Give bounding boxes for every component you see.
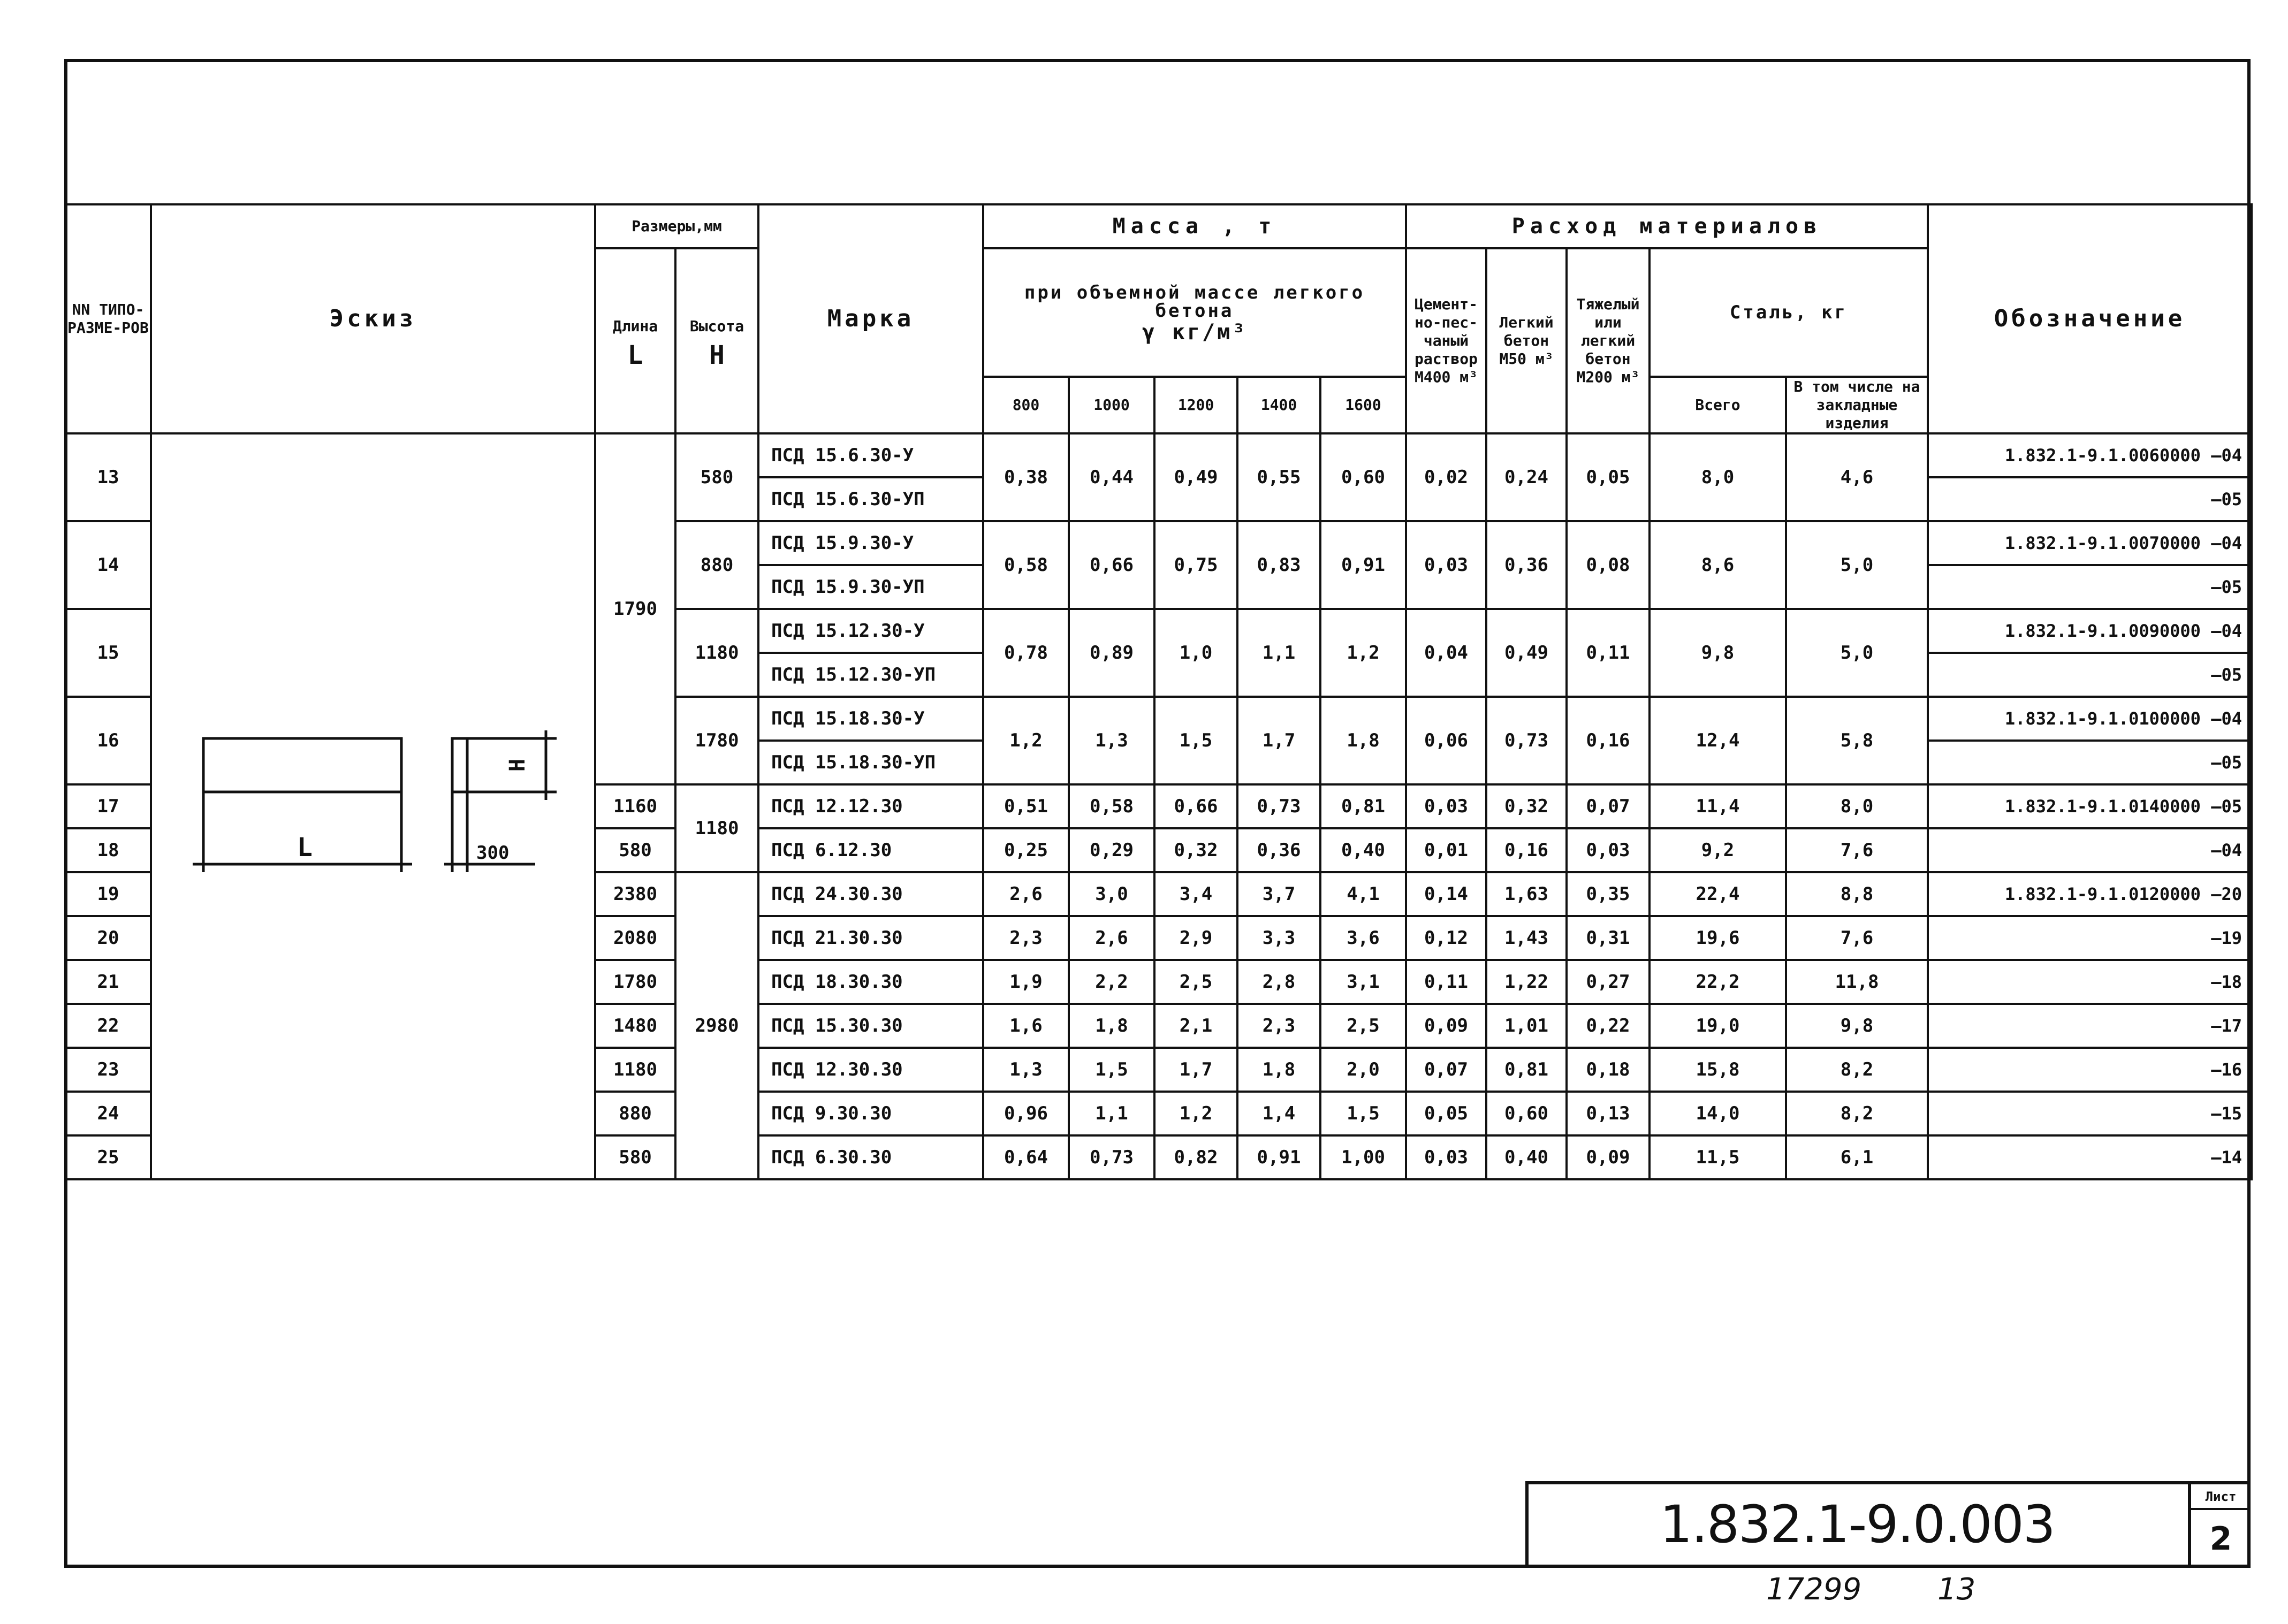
header-length: [595, 248, 675, 433]
header-height: [675, 248, 758, 433]
row-heavy-concrete: 0,22: [1567, 1004, 1650, 1048]
row-mass-800: 1,2: [983, 697, 1069, 784]
row-mass-800: 2,3: [983, 916, 1069, 960]
row-mass-800: 0,38: [983, 433, 1069, 521]
row-cement: 0,11: [1406, 960, 1486, 1004]
header-cement: Цемент-но-пес-чаный раствор М400 м³: [1406, 248, 1486, 433]
row-mass-800: 1,6: [983, 1004, 1069, 1048]
row-length: 580: [595, 828, 675, 872]
header-steel-total: Всего: [1650, 377, 1786, 433]
row-heavy-concrete: 0,27: [1567, 960, 1650, 1004]
row-mass-800: 2,6: [983, 872, 1069, 916]
row-length: 1790: [595, 433, 675, 784]
row-mass-1000: 2,6: [1069, 916, 1154, 960]
panel-front-view: [203, 738, 401, 792]
row-steel-total: 8,6: [1650, 521, 1786, 609]
row-mark: ПСД 15.30.30: [758, 1004, 983, 1048]
header-height-symbol: H: [709, 340, 725, 370]
row-designation: —05: [1928, 565, 2252, 609]
row-height: 880: [675, 521, 758, 609]
row-mass-1400: 0,91: [1237, 1135, 1320, 1179]
specification-table: [64, 203, 2253, 1180]
header-mass-sub-text: при объемной массе легкого бетона: [1024, 282, 1365, 322]
row-cement: 0,03: [1406, 784, 1486, 828]
row-nn: 19: [65, 872, 151, 916]
row-heavy-concrete: 0,09: [1567, 1135, 1650, 1179]
row-mass-1600: 1,5: [1320, 1092, 1406, 1135]
row-mass-1200: 3,4: [1154, 872, 1237, 916]
row-mass-1600: 1,8: [1320, 697, 1406, 784]
header-height-label: Высота: [689, 317, 744, 335]
row-steel-total: 15,8: [1650, 1048, 1786, 1092]
row-mass-1600: 0,81: [1320, 784, 1406, 828]
row-mass-1200: 0,32: [1154, 828, 1237, 872]
row-designation: 1.832.1-9.1.0070000 —04: [1928, 521, 2252, 565]
row-light-concrete: 0,60: [1486, 1092, 1567, 1135]
row-mass-800: 0,58: [983, 521, 1069, 609]
document-code: 1.832.1-9.0.003: [1660, 1495, 2055, 1554]
row-mass-1400: 0,36: [1237, 828, 1320, 872]
row-steel-total: 9,2: [1650, 828, 1786, 872]
row-mass-1200: 1,2: [1154, 1092, 1237, 1135]
row-height: 580: [675, 433, 758, 521]
row-light-concrete: 0,81: [1486, 1048, 1567, 1092]
row-mass-1000: 0,66: [1069, 521, 1154, 609]
row-steel-embedded: 7,6: [1786, 828, 1928, 872]
row-heavy-concrete: 0,31: [1567, 916, 1650, 960]
row-mass-1200: 0,82: [1154, 1135, 1237, 1179]
row-steel-total: 19,6: [1650, 916, 1786, 960]
row-mark: ПСД 15.12.30-УП: [758, 653, 983, 697]
row-nn: 22: [65, 1004, 151, 1048]
sketch-label-length: L: [297, 833, 313, 863]
header-mass: Масса , т: [983, 204, 1406, 248]
row-steel-total: 11,5: [1650, 1135, 1786, 1179]
row-designation: 1.832.1-9.1.0140000 —05: [1928, 784, 2252, 828]
row-designation: —05: [1928, 741, 2252, 784]
header-light-concrete: Легкий бетон М50 м³: [1486, 248, 1567, 433]
row-mass-1600: 1,2: [1320, 609, 1406, 697]
row-mass-1000: 0,89: [1069, 609, 1154, 697]
row-mass-1400: 0,73: [1237, 784, 1320, 828]
row-mass-1600: 4,1: [1320, 872, 1406, 916]
row-mark: ПСД 15.6.30-У: [758, 433, 983, 477]
row-heavy-concrete: 0,05: [1567, 433, 1650, 521]
row-mass-1400: 0,83: [1237, 521, 1320, 609]
row-mass-1000: 1,1: [1069, 1092, 1154, 1135]
row-nn: 23: [65, 1048, 151, 1092]
row-mark: ПСД 9.30.30: [758, 1092, 983, 1135]
row-light-concrete: 0,24: [1486, 433, 1567, 521]
row-length: 580: [595, 1135, 675, 1179]
row-steel-embedded: 5,0: [1786, 521, 1928, 609]
row-cement: 0,14: [1406, 872, 1486, 916]
row-steel-total: 12,4: [1650, 697, 1786, 784]
header-density-1: 800: [983, 377, 1069, 433]
row-steel-total: 22,4: [1650, 872, 1786, 916]
row-mass-1000: 0,29: [1069, 828, 1154, 872]
row-steel-total: 11,4: [1650, 784, 1786, 828]
row-mark: ПСД 12.30.30: [758, 1048, 983, 1092]
header-density-5: 1600: [1320, 377, 1406, 433]
row-heavy-concrete: 0,35: [1567, 872, 1650, 916]
header-density-4: 1400: [1237, 377, 1320, 433]
row-steel-embedded: 6,1: [1786, 1135, 1928, 1179]
sheet-number: 2: [2209, 1520, 2232, 1558]
row-mass-1400: 1,1: [1237, 609, 1320, 697]
row-steel-total: 8,0: [1650, 433, 1786, 521]
row-mass-1400: 1,7: [1237, 697, 1320, 784]
row-steel-embedded: 4,6: [1786, 433, 1928, 521]
row-mass-1200: 2,1: [1154, 1004, 1237, 1048]
row-light-concrete: 1,22: [1486, 960, 1567, 1004]
row-mark: ПСД 6.30.30: [758, 1135, 983, 1179]
row-mass-800: 0,96: [983, 1092, 1069, 1135]
row-light-concrete: 1,43: [1486, 916, 1567, 960]
row-mass-1400: 2,3: [1237, 1004, 1320, 1048]
row-mass-1000: 0,44: [1069, 433, 1154, 521]
row-mass-1000: 0,58: [1069, 784, 1154, 828]
row-mass-1000: 0,73: [1069, 1135, 1154, 1179]
row-mark: ПСД 15.6.30-УП: [758, 477, 983, 521]
header-mass-sub: [983, 248, 1406, 377]
row-mass-800: 1,9: [983, 960, 1069, 1004]
row-designation: 1.832.1-9.1.0090000 —04: [1928, 609, 2252, 653]
row-designation: —18: [1928, 960, 2252, 1004]
row-designation: —04: [1928, 828, 2252, 872]
row-cement: 0,01: [1406, 828, 1486, 872]
row-mass-1200: 0,49: [1154, 433, 1237, 521]
row-designation: —05: [1928, 477, 2252, 521]
row-mass-800: 0,51: [983, 784, 1069, 828]
row-mass-1200: 0,66: [1154, 784, 1237, 828]
row-heavy-concrete: 0,13: [1567, 1092, 1650, 1135]
header-mark: Марка: [758, 204, 983, 433]
header-density-3: 1200: [1154, 377, 1237, 433]
row-length: 1180: [595, 1048, 675, 1092]
archive-number: 17299: [1766, 1572, 1862, 1607]
row-heavy-concrete: 0,18: [1567, 1048, 1650, 1092]
row-mass-1200: 1,0: [1154, 609, 1237, 697]
row-cement: 0,02: [1406, 433, 1486, 521]
row-designation: —17: [1928, 1004, 2252, 1048]
row-mark: ПСД 15.18.30-УП: [758, 741, 983, 784]
header-dimensions: Размеры,мм: [595, 204, 758, 248]
row-nn: 13: [65, 433, 151, 521]
row-height: 1180: [675, 784, 758, 872]
row-designation: —19: [1928, 916, 2252, 960]
row-mark: ПСД 21.30.30: [758, 916, 983, 960]
row-designation: 1.832.1-9.1.0120000 —20: [1928, 872, 2252, 916]
row-mass-1600: 0,91: [1320, 521, 1406, 609]
row-mass-1200: 2,5: [1154, 960, 1237, 1004]
header-length-label: Длина: [612, 317, 658, 335]
row-nn: 20: [65, 916, 151, 960]
row-designation: 1.832.1-9.1.0100000 —04: [1928, 697, 2252, 741]
row-cement: 0,04: [1406, 609, 1486, 697]
row-steel-embedded: 9,8: [1786, 1004, 1928, 1048]
sketch-label-height: H: [505, 758, 530, 772]
row-mark: ПСД 15.12.30-У: [758, 609, 983, 653]
row-mass-1600: 0,40: [1320, 828, 1406, 872]
row-mark: ПСД 15.9.30-УП: [758, 565, 983, 609]
row-mark: ПСД 24.30.30: [758, 872, 983, 916]
row-nn: 14: [65, 521, 151, 609]
row-steel-embedded: 8,2: [1786, 1092, 1928, 1135]
header-heavy-concrete: Тяжелый или легкий бетон М200 м³: [1567, 248, 1650, 433]
row-mark: ПСД 15.9.30-У: [758, 521, 983, 565]
row-steel-embedded: 5,0: [1786, 609, 1928, 697]
row-nn: 18: [65, 828, 151, 872]
row-mass-1600: 1,00: [1320, 1135, 1406, 1179]
row-mass-1200: 1,7: [1154, 1048, 1237, 1092]
row-light-concrete: 1,01: [1486, 1004, 1567, 1048]
row-mass-800: 1,3: [983, 1048, 1069, 1092]
panel-sketch: [182, 712, 567, 888]
row-nn: 25: [65, 1135, 151, 1179]
row-mark: ПСД 18.30.30: [758, 960, 983, 1004]
row-height: 1180: [675, 609, 758, 697]
row-nn: 16: [65, 697, 151, 784]
row-cement: 0,05: [1406, 1092, 1486, 1135]
row-mass-1400: 3,3: [1237, 916, 1320, 960]
row-nn: 24: [65, 1092, 151, 1135]
row-mark: ПСД 6.12.30: [758, 828, 983, 872]
row-mark: ПСД 15.18.30-У: [758, 697, 983, 741]
row-mass-1400: 3,7: [1237, 872, 1320, 916]
row-cement: 0,12: [1406, 916, 1486, 960]
row-steel-total: 22,2: [1650, 960, 1786, 1004]
row-heavy-concrete: 0,03: [1567, 828, 1650, 872]
row-mass-1600: 2,5: [1320, 1004, 1406, 1048]
row-length: 2380: [595, 872, 675, 916]
row-mass-1000: 2,2: [1069, 960, 1154, 1004]
row-mass-800: 0,25: [983, 828, 1069, 872]
row-length: 2080: [595, 916, 675, 960]
row-light-concrete: 0,36: [1486, 521, 1567, 609]
row-light-concrete: 0,49: [1486, 609, 1567, 697]
row-heavy-concrete: 0,08: [1567, 521, 1650, 609]
row-length: 1160: [595, 784, 675, 828]
row-steel-embedded: 8,8: [1786, 872, 1928, 916]
row-mass-1400: 1,8: [1237, 1048, 1320, 1092]
row-steel-total: 19,0: [1650, 1004, 1786, 1048]
row-steel-embedded: 8,0: [1786, 784, 1928, 828]
row-mass-1600: 2,0: [1320, 1048, 1406, 1092]
row-heavy-concrete: 0,16: [1567, 697, 1650, 784]
row-mass-1400: 1,4: [1237, 1092, 1320, 1135]
row-designation: 1.832.1-9.1.0060000 —04: [1928, 433, 2252, 477]
archive-sheet: 13: [1937, 1572, 1976, 1607]
row-nn: 21: [65, 960, 151, 1004]
row-cement: 0,09: [1406, 1004, 1486, 1048]
row-light-concrete: 1,63: [1486, 872, 1567, 916]
row-cement: 0,03: [1406, 1135, 1486, 1179]
sheet-label: Лист: [2191, 1483, 2251, 1510]
row-steel-total: 14,0: [1650, 1092, 1786, 1135]
row-light-concrete: 0,73: [1486, 697, 1567, 784]
row-mass-800: 0,78: [983, 609, 1069, 697]
row-steel-embedded: 11,8: [1786, 960, 1928, 1004]
sketch-label-thickness: 300: [476, 842, 510, 864]
row-mark: ПСД 12.12.30: [758, 784, 983, 828]
row-light-concrete: 0,16: [1486, 828, 1567, 872]
row-nn: 15: [65, 609, 151, 697]
row-height: 2980: [675, 872, 758, 1179]
header-nn: NN ТИПО-РАЗМЕ-РОВ: [65, 204, 151, 433]
row-heavy-concrete: 0,07: [1567, 784, 1650, 828]
row-mass-1000: 1,8: [1069, 1004, 1154, 1048]
row-mass-1400: 0,55: [1237, 433, 1320, 521]
row-light-concrete: 0,40: [1486, 1135, 1567, 1179]
header-steel-embedded: В том числе на закладные изделия: [1786, 377, 1928, 433]
panel-side-view: [452, 738, 467, 792]
row-light-concrete: 0,32: [1486, 784, 1567, 828]
row-mass-1600: 3,1: [1320, 960, 1406, 1004]
row-mass-1400: 2,8: [1237, 960, 1320, 1004]
row-mass-800: 0,64: [983, 1135, 1069, 1179]
row-cement: 0,03: [1406, 521, 1486, 609]
row-steel-total: 9,8: [1650, 609, 1786, 697]
row-mass-1200: 1,5: [1154, 697, 1237, 784]
header-sketch: Эскиз: [151, 204, 595, 433]
header-designation: Обозначение: [1928, 204, 2252, 433]
row-designation: —05: [1928, 653, 2252, 697]
row-heavy-concrete: 0,11: [1567, 609, 1650, 697]
header-mass-unit: γ кг/м³: [1142, 320, 1248, 345]
row-mass-1600: 0,60: [1320, 433, 1406, 521]
header-steel: Сталь, кг: [1650, 248, 1928, 377]
row-cement: 0,06: [1406, 697, 1486, 784]
row-mass-1000: 3,0: [1069, 872, 1154, 916]
row-steel-embedded: 8,2: [1786, 1048, 1928, 1092]
row-length: 1780: [595, 960, 675, 1004]
row-mass-1000: 1,3: [1069, 697, 1154, 784]
header-density-2: 1000: [1069, 377, 1154, 433]
row-designation: —16: [1928, 1048, 2252, 1092]
row-length: 1480: [595, 1004, 675, 1048]
header-materials: Расход материалов: [1406, 204, 1928, 248]
row-mass-1600: 3,6: [1320, 916, 1406, 960]
row-mass-1200: 0,75: [1154, 521, 1237, 609]
row-length: 880: [595, 1092, 675, 1135]
header-length-symbol: L: [627, 340, 643, 370]
row-designation: —14: [1928, 1135, 2252, 1179]
row-nn: 17: [65, 784, 151, 828]
row-mass-1000: 1,5: [1069, 1048, 1154, 1092]
row-steel-embedded: 5,8: [1786, 697, 1928, 784]
row-cement: 0,07: [1406, 1048, 1486, 1092]
row-steel-embedded: 7,6: [1786, 916, 1928, 960]
row-height: 1780: [675, 697, 758, 784]
row-designation: —15: [1928, 1092, 2252, 1135]
row-mass-1200: 2,9: [1154, 916, 1237, 960]
